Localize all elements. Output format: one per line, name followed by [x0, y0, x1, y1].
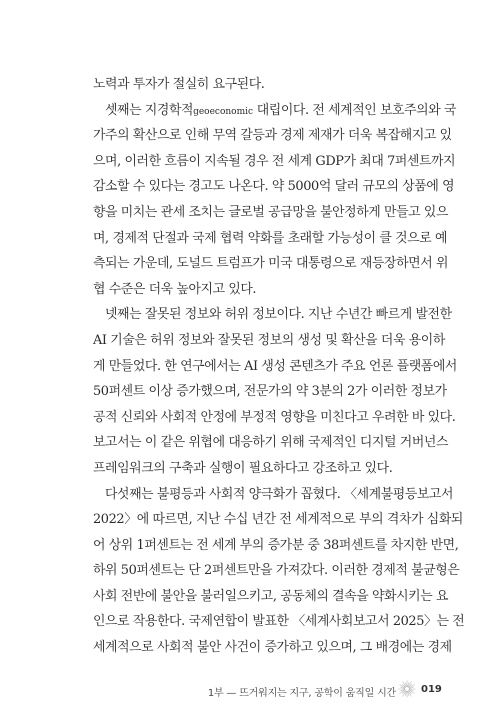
- text-line: 감소할 수 있다는 경고도 나온다. 약 5000억 달러 규모의 상품에 영: [93, 179, 455, 195]
- text-line: 세계적으로 사회적 불안 사건이 증가하고 있으며, 그 배경에는 경제: [93, 640, 452, 656]
- text-line: [93, 98, 457, 124]
- text-line: 공적 신뢰와 사회적 안정에 부정적 영향을 미친다고 우려한 바 있다.: [93, 409, 456, 425]
- text-segment: 셋째는 지경학적: [105, 102, 194, 118]
- text-line: 노력과 투자가 절실히 요구된다.: [93, 77, 265, 92]
- text-line: 가주의 확산으로 인해 무역 갈등과 경제 제재가 더욱 복잡해지고 있: [93, 128, 452, 144]
- body-text: [93, 72, 465, 661]
- text-line: 으며, 이러한 흐름이 지속될 경우 전 세계 GDP가 최대 7퍼센트까지: [93, 153, 456, 169]
- text-line: 넷째는 잘못된 정보와 허위 정보이다. 지난 수년간 빠르게 발전한: [105, 307, 452, 323]
- annotation-small: geoeconomic: [193, 106, 254, 117]
- text-line: 프레임워크의 구축과 실행이 필요하다고 강조하고 있다.: [93, 460, 393, 476]
- running-head: 1부 — 뜨거워지는 지구, 공학이 움직일 시간: [207, 688, 396, 699]
- text-line: 며, 경제적 단절과 국제 협력 약화를 초래할 가능성이 클 것으로 예: [93, 230, 448, 246]
- text-line: 향을 미치는 관세 조치는 글로벌 공급망을 불안정하게 만들고 있으: [93, 204, 448, 220]
- text-line: 인으로 작용한다. 국제연합이 발표한 〈세계사회보고서 2025〉는 전: [93, 614, 465, 630]
- text-line: 하위 50퍼센트는 단 2퍼센트만을 가져갔다. 이러한 경제적 불균형은: [93, 563, 460, 579]
- page-footer: [0, 682, 500, 702]
- page-number: 019: [421, 684, 442, 695]
- text-line: 어 상위 1퍼센트는 전 세계 부의 증가분 중 38퍼센트를 차지한 반면,: [93, 537, 459, 553]
- text-line: 협 수준은 더욱 높아지고 있다.: [93, 281, 257, 297]
- text-line: AI 기술은 허위 정보와 잘못된 정보의 생성 및 확산을 더욱 용이하: [93, 332, 445, 348]
- text-line: 게 만들었다. 한 연구에서는 AI 생성 콘텐츠가 주요 언론 플랫폼에서: [93, 358, 457, 374]
- text-line: 50퍼센트 이상 증가했으며, 전문가의 약 3분의 2가 이러한 정보가: [93, 384, 447, 400]
- text-line: 다섯째는 불평등과 사회적 양극화가 꼽혔다. 〈세계불평등보고서: [105, 486, 454, 502]
- text-line: 사회 전반에 불안을 불러일으키고, 공동체의 결속을 약화시키는 요: [93, 588, 448, 604]
- text-line: 측되는 가운데, 도널드 트럼프가 미국 대통령으로 재등장하면서 위: [93, 256, 448, 272]
- starburst-ornament-icon: [398, 680, 416, 698]
- text-line: 보고서는 이 같은 위협에 대응하기 위해 국제적인 디지털 거버넌스: [93, 435, 448, 451]
- text-line: 2022〉에 따르면, 지난 수십 년간 전 세계적으로 부의 격차가 심화되: [93, 512, 463, 528]
- text-segment: 대립이다. 전 세계적인 보호주의와 국: [253, 102, 457, 118]
